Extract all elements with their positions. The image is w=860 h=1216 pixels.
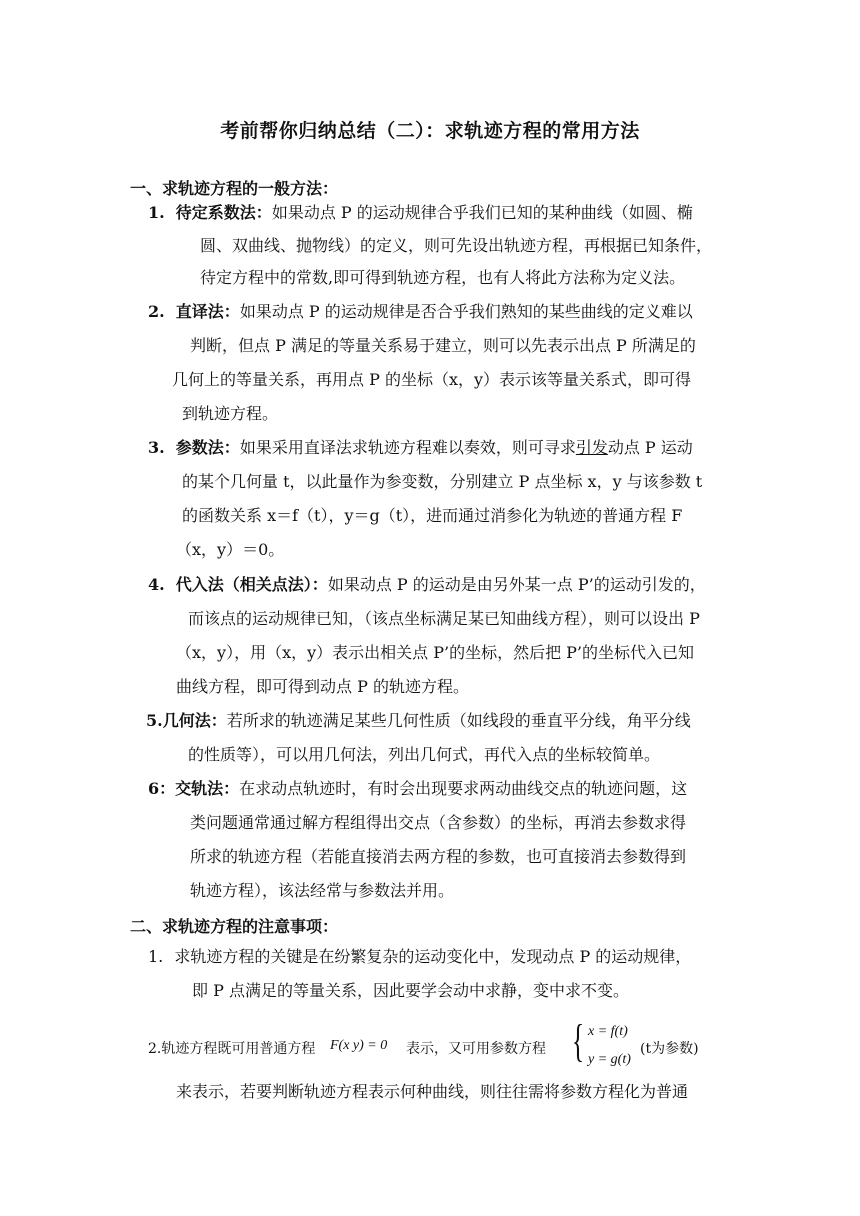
item-1-number: 1. (148, 203, 165, 222)
item-6-line-2: 类问题通常通过解方程组得出交点（含参数）的坐标，再消去参数求得 (190, 813, 687, 832)
item-3-line-2: 的某个几何量 t，以此量作为参变数，分别建立 P 点坐标 x，y 与该参数 t (182, 472, 703, 491)
item-4-line-4: 曲线方程，即可得到动点 P 的轨迹方程。 (176, 677, 469, 696)
item-2-line-3: 几何上的等量关系，再用点 P 的坐标（x，y）表示该等量关系式，即可得 (172, 370, 692, 389)
item-6-text: 在求动点轨迹时，有时会出现要求两动曲线交点的轨迹问题，这 (239, 779, 688, 798)
note-2-prefix: 2.轨迹方程既可用普通方程 (148, 1041, 316, 1057)
page-title: 考前帮你归纳总结（二）：求轨迹方程的常用方法 (220, 120, 640, 142)
item-2-text: 如果动点 P 的运动规律是否合乎我们熟知的某些曲线的定义难以 (239, 302, 693, 321)
item-2-line-1 (148, 302, 693, 322)
item-3-line-3: 的函数关系 x＝f（t），y＝g（t），进而通过消参化为轨迹的普通方程 F (182, 506, 683, 525)
item-4-number: 4. (148, 575, 165, 594)
item-6-term: 交轨法： (175, 779, 240, 798)
item-4-text: 如果动点 P 的运动是由另外某一点 P’的运动引发的， (327, 575, 706, 594)
item-5-number: 5. (146, 711, 163, 730)
note-2-formula (148, 1015, 738, 1078)
left-brace-icon: { (572, 1015, 585, 1066)
item-4-line-2: 而该点的运动规律已知，（该点坐标满足某已知曲线方程），则可以设出 P (188, 609, 700, 628)
item-4-line-3: （x，y），用（x，y）表示出相关点 P’的坐标，然后把 P’的坐标代入已知 (176, 643, 695, 662)
item-5-line-1 (146, 711, 691, 731)
note-2-suffix: (t为参数) (640, 1041, 699, 1057)
item-4-term: 代入法（相关点法）： (175, 575, 328, 594)
item-1-text: 如果动点 P 的运动规律合乎我们已知的某种曲线（如圆、椭 (271, 203, 693, 222)
note-1-line-1 (148, 947, 691, 967)
item-5-text: 若所求的轨迹满足某些几何性质（如线段的垂直平分线，角平分线 (226, 711, 691, 730)
item-6-line-4: 轨迹方程），该法经常与参数法并用。 (190, 881, 455, 900)
item-5-line-2: 的性质等），可以用几何法，列出几何式，再代入点的坐标较简单。 (188, 745, 661, 764)
item-2-line-4: 到轨迹方程。 (182, 404, 279, 423)
note-2-param-y: y = g(t) (588, 1052, 631, 1067)
item-1-line-2: 圆、双曲线、抛物线）的定义，则可先设出轨迹方程，再根据已知条件， (200, 236, 713, 255)
item-1-term: 待定系数法： (175, 203, 272, 222)
item-3-underlined-text: 引发 (575, 438, 608, 457)
note-2-line-2: 来表示，若要判断轨迹方程表示何种曲线，则往往需将参数方程化为普通 (176, 1082, 689, 1101)
item-5-term: 几何法： (162, 711, 227, 730)
item-6-number: 6： (148, 779, 176, 798)
item-3-text-a: 如果采用直译法求轨迹方程难以奏效，则可寻求 (239, 438, 576, 457)
note-1-number: 1. (148, 947, 164, 966)
item-2-term: 直译法： (175, 302, 240, 321)
item-3-number: 3. (148, 438, 165, 457)
note-2-middle-text: 表示，又可用参数方程 (406, 1041, 546, 1057)
note-2-equation: F(x y) = 0 (330, 1038, 388, 1053)
item-6-line-1 (148, 779, 687, 799)
note-2-param-x: x = f(t) (588, 1024, 628, 1039)
item-2-line-2: 判断，但点 P 满足的等量关系易于建立，则可以先表示出点 P 所满足的 (190, 336, 696, 355)
note-1-line-2: 即 P 点满足的等量关系，因此要学会动中求静，变中求不变。 (192, 981, 629, 1000)
note-1-text: 求轨迹方程的关键是在纷繁复杂的运动变化中，发现动点 P 的运动规律， (174, 947, 692, 966)
item-3-line-1 (148, 438, 693, 458)
item-1-line-1 (148, 203, 693, 223)
item-1-line-3: 待定方程中的常数,即可得到轨迹方程，也有人将此方法称为定义法。 (200, 268, 686, 287)
item-3-text-b: 动点 P 运动 (607, 438, 693, 457)
item-6-line-3: 所求的轨迹方程（若能直接消去两方程的参数，也可直接消去参数得到 (190, 847, 687, 866)
section-heading-2: 二、求轨迹方程的注意事项： (130, 917, 339, 936)
item-4-line-1 (148, 575, 706, 595)
item-2-number: 2. (148, 302, 165, 321)
section-heading-1: 一、求轨迹方程的一般方法： (130, 179, 339, 198)
item-3-term: 参数法： (175, 438, 240, 457)
item-3-line-4: （x，y）＝0。 (176, 540, 285, 559)
